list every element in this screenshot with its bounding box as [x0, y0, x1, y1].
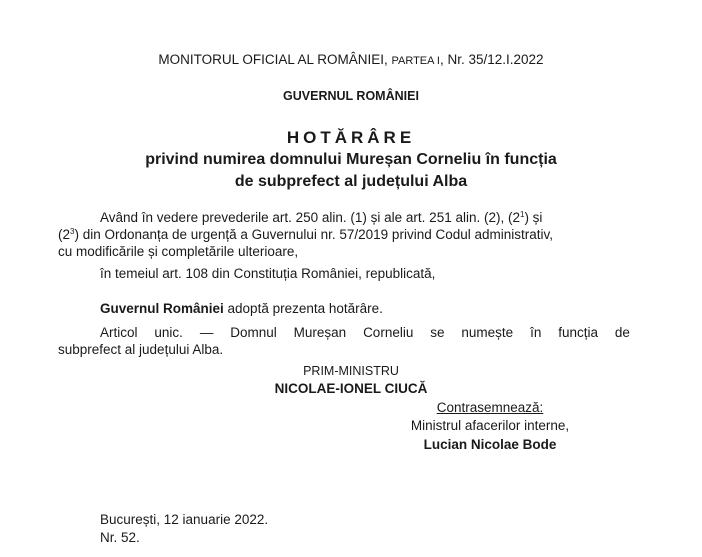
gazette-part: PARTEA I — [391, 55, 440, 67]
gazette-issue: , Nr. 35/12.I.2022 — [439, 52, 544, 67]
title-line-2: de subprefect al județului Alba — [234, 173, 468, 190]
article-line-1: Articol unic. — Domnul Mureșan Corneliu se numește în funcția de — [100, 325, 630, 340]
countersign-role: Ministrul afacerilor interne, — [410, 418, 570, 433]
gazette-header — [0, 52, 702, 67]
preamble-line-3: cu modificările și completările ulterioare, — [58, 244, 299, 259]
document-type: HOTĂRÂRE — [286, 128, 416, 147]
place-date: București, 12 ianuarie 2022. — [100, 512, 269, 527]
countersign-name: Lucian Nicolae Bode — [423, 437, 557, 452]
countersign-label: Contrasemnează: — [436, 400, 544, 415]
signatory-name: NICOLAE-IONEL CIUCĂ — [274, 381, 428, 396]
gazette-header-main: MONITORUL OFICIAL AL ROMÂNIEI, — [158, 52, 392, 67]
title-line-1: privind numirea domnului Mureșan Corneliu în funcția — [145, 151, 557, 168]
article-line-2: subprefect al județului Alba. — [58, 342, 224, 357]
preamble-line-4: în temeiul art. 108 din Constituția României, republicată, — [100, 266, 436, 281]
preamble-line-2: $(2^3)$ din Ordonanța de urgență a Guvernului nr. 57/2019 privind Codul administrativ, — [58, 227, 554, 242]
adoption-clause: Guvernul României adoptă prezenta hotărâre. — [100, 301, 383, 316]
signatory-role: PRIM-MINISTRU — [303, 364, 399, 378]
document-number: Nr. 52. — [100, 530, 140, 545]
issuer: GUVERNUL ROMÂNIEI — [283, 89, 419, 103]
preamble-line-1: Având în vedere prevederile art. 250 alin. (1) și ale art. 251 alin. (2), $(2^1)$ și — [100, 210, 543, 225]
adoption-subject: Guvernul României — [100, 301, 224, 316]
